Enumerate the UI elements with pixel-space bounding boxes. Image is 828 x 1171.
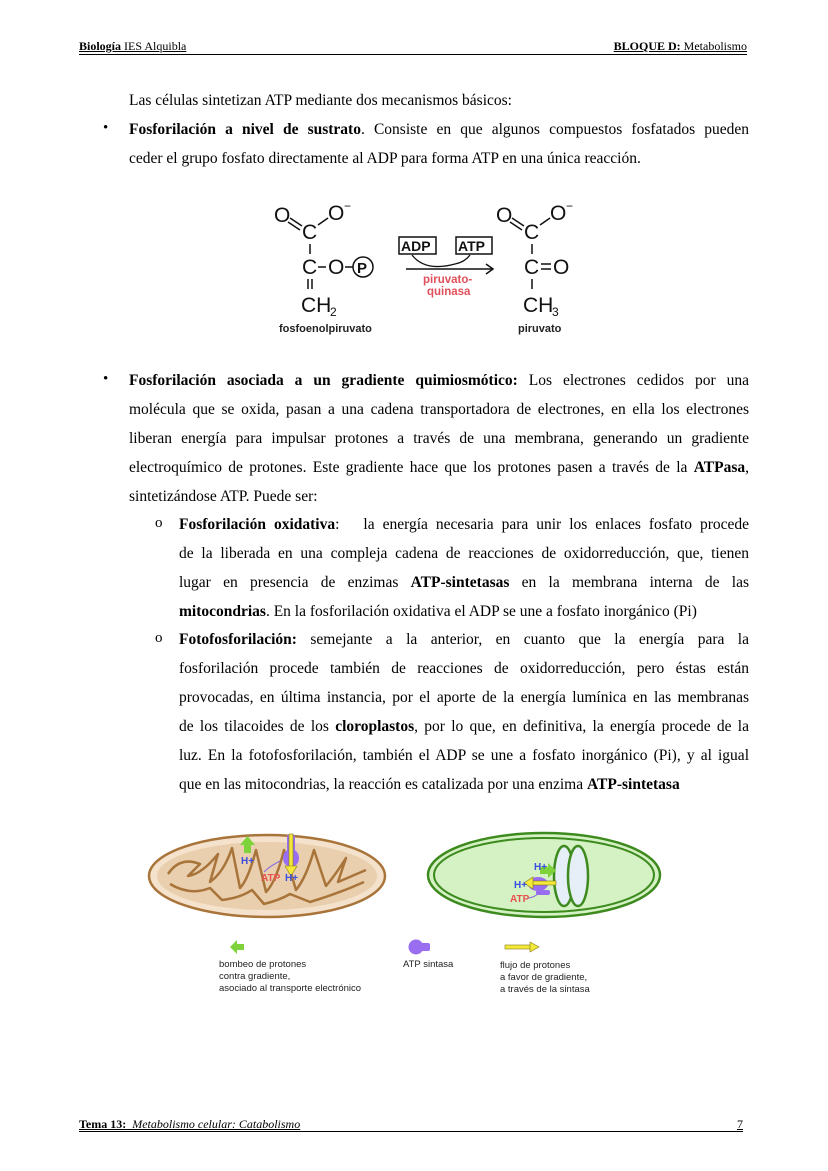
svg-text:P: P <box>357 260 368 277</box>
sub1-title: Fosforilación oxidativa <box>179 516 336 533</box>
legend-synthase-line1: ATP sintasa <box>403 959 454 970</box>
mitocondrias-term: mitocondrias <box>179 603 266 620</box>
cloroplastos-term: cloroplastos <box>335 718 415 735</box>
sub1-line4-text: . En la fosforilación oxidativa el ADP se une a fosfato inorgánico (Pi) <box>265 603 697 620</box>
sub2-text: semejante a la anterior, en cuanto que la energía para la <box>296 631 749 648</box>
svg-text:2: 2 <box>330 305 337 319</box>
bullet1-text: . Consiste en que algunos compuestos fosfatados pueden <box>360 121 749 138</box>
header-left <box>79 39 186 54</box>
page-header <box>79 38 747 55</box>
legend-flow-icon <box>504 941 540 953</box>
sub2-line5: luz. En la fotofosforilación, también el ADP se une a fosfato inorgánico (Pi), y al igual <box>179 747 749 764</box>
legend-pump-line1: bombeo de protones <box>219 959 307 970</box>
block-label: BLOQUE D: <box>613 39 681 53</box>
svg-text:O: O <box>328 202 345 225</box>
h-plus-label: H+ <box>241 856 255 867</box>
organelle-figure <box>140 826 680 926</box>
svg-text:O: O <box>553 256 570 279</box>
subject-label: Biología <box>79 39 122 53</box>
page-footer <box>79 1117 743 1132</box>
bullet2-line5: sintetizándose ATP. Puede ser: <box>129 488 318 505</box>
legend-pump <box>219 959 361 995</box>
legend-pump-line2: contra gradiente, <box>219 971 291 982</box>
page-number: 7 <box>737 1117 743 1131</box>
bullet1-title: Fosforilación a nivel de sustrato <box>129 121 361 138</box>
svg-text:O: O <box>550 202 567 225</box>
atp-sintetasas-term: ATP-sintetasas <box>410 574 510 591</box>
topic-label: Tema 13: <box>79 1117 127 1131</box>
sub1-line2: de la liberada en una compleja cadena de reacciones de oxidorreducción, que, tienen <box>179 545 749 562</box>
h-plus-label: H+ <box>514 880 528 891</box>
legend-synthase <box>403 959 453 971</box>
h-plus-label: H+ <box>534 862 548 873</box>
school-label: IES Alquibla <box>121 39 187 53</box>
subitem-oxidative-phosphorylation <box>179 510 749 626</box>
header-right <box>614 39 747 54</box>
sub2-line4-text: de los tilacoides de los <box>179 718 336 735</box>
legend-synthase-icon <box>408 939 432 955</box>
atp-sintetasa-term: ATP-sintetasa <box>586 776 680 793</box>
bullet-substrate-phosphorylation <box>129 115 749 173</box>
bullet2-line3: liberan energía para impulsar protones a través de una membrana, generando un gradiente <box>129 430 749 447</box>
adp-label: ADP <box>401 238 431 254</box>
svg-text:−: − <box>566 199 574 213</box>
legend-pump-icon <box>230 940 246 954</box>
svg-text:C: C <box>524 256 540 279</box>
legend-flow-line1: flujo de protones <box>500 960 571 971</box>
svg-text:O: O <box>328 256 345 279</box>
svg-text:O: O <box>274 204 291 227</box>
sub2-line4-end: , por lo que, en definitiva, la energía procede de la <box>414 718 749 735</box>
pyruvate-structure <box>496 199 573 319</box>
bullet1-line2: ceder el grupo fosfato directamente al ADP para forma ATP en una única reacción. <box>129 150 641 167</box>
footer-left <box>79 1117 300 1132</box>
substrate-label: fosfoenolpiruvato <box>279 323 372 335</box>
atp-label: ATP <box>458 238 485 254</box>
sub1-line3-end: en la membrana interna de las <box>509 574 749 591</box>
svg-text:O: O <box>496 204 513 227</box>
bullet2-line4-end: , <box>745 459 749 476</box>
svg-text:CH: CH <box>301 294 332 317</box>
block-title: Metabolismo <box>680 39 747 53</box>
svg-text:C: C <box>524 221 540 244</box>
sub1-line3-text: lugar en presencia de enzimas <box>179 574 411 591</box>
phosphoenolpyruvate-structure <box>274 199 373 319</box>
bullet-icon: • <box>103 371 109 387</box>
atp-label: ATP <box>510 894 530 905</box>
circle-bullet-icon: o <box>155 630 163 646</box>
svg-text:3: 3 <box>552 305 559 319</box>
h-plus-label: H+ <box>285 873 299 884</box>
bullet2-line4 <box>129 453 749 482</box>
chloroplast-diagram <box>428 833 660 917</box>
sub2-line6-text: que en las mitocondrias, la reacción es catalizada por una enzima <box>179 776 587 793</box>
legend-flow-line2: a favor de gradiente, <box>500 972 588 983</box>
mitochondrion-diagram <box>149 834 385 917</box>
subitem-photophosphorylation <box>179 625 749 799</box>
svg-text:CH: CH <box>523 294 554 317</box>
sub2-line4 <box>179 712 749 741</box>
sub1-line1 <box>179 510 749 539</box>
sub2-line6 <box>179 770 749 799</box>
bullet2-line4-text: electroquímico de protones. Este gradiente hace que los protones pasen a través de la <box>129 459 694 476</box>
circle-bullet-icon: o <box>155 515 163 531</box>
bullet-icon: • <box>103 120 109 136</box>
bullet2-title: Fosforilación asociada a un gradiente quimiosmótico: <box>129 372 518 389</box>
bullet-chemiosmotic-phosphorylation <box>129 366 749 511</box>
sub2-line1 <box>179 625 749 654</box>
svg-text:−: − <box>344 199 352 213</box>
bullet2-text: Los electrones cedidos por una <box>517 372 750 389</box>
svg-text:C: C <box>302 221 318 244</box>
sub2-line3: provocadas, en última instancia, por el aporte de la energía lumínica en las membranas <box>179 689 749 706</box>
bullet2-line1 <box>129 366 749 395</box>
legend-flow-line3: a través de la sintasa <box>500 984 590 995</box>
enzyme-label-line1: piruvato- <box>423 274 473 286</box>
bullet2-line2: molécula que se oxida, pasan a una cadena transportadora de electrones, en ella los electrones <box>129 401 749 418</box>
legend-pump-line3: asociado al transporte electrónico <box>219 983 362 994</box>
sub1-text: : la energía necesaria para unir los enlaces fosfato procede <box>335 516 749 533</box>
sub2-line2: fosforilación procede también de reacciones de oxidorreducción, pero éstas están <box>179 660 749 677</box>
reaction-diagram <box>260 192 590 342</box>
intro-paragraph: Las células sintetizan ATP mediante dos mecanismos básicos: <box>129 92 512 109</box>
atp-label: ATP <box>261 873 281 884</box>
enzyme-label-line2: quinasa <box>427 286 471 298</box>
svg-text:C: C <box>302 256 318 279</box>
sub1-line4 <box>179 597 749 626</box>
legend-flow <box>500 960 590 996</box>
sub1-line3 <box>179 568 749 597</box>
atpasa-term: ATPasa <box>693 459 746 476</box>
topic-title: Metabolismo celular: Catabolismo <box>126 1117 301 1131</box>
product-label: piruvato <box>518 323 562 335</box>
sub2-title: Fotofosforilación: <box>179 631 297 648</box>
bullet1-line1 <box>129 115 749 144</box>
